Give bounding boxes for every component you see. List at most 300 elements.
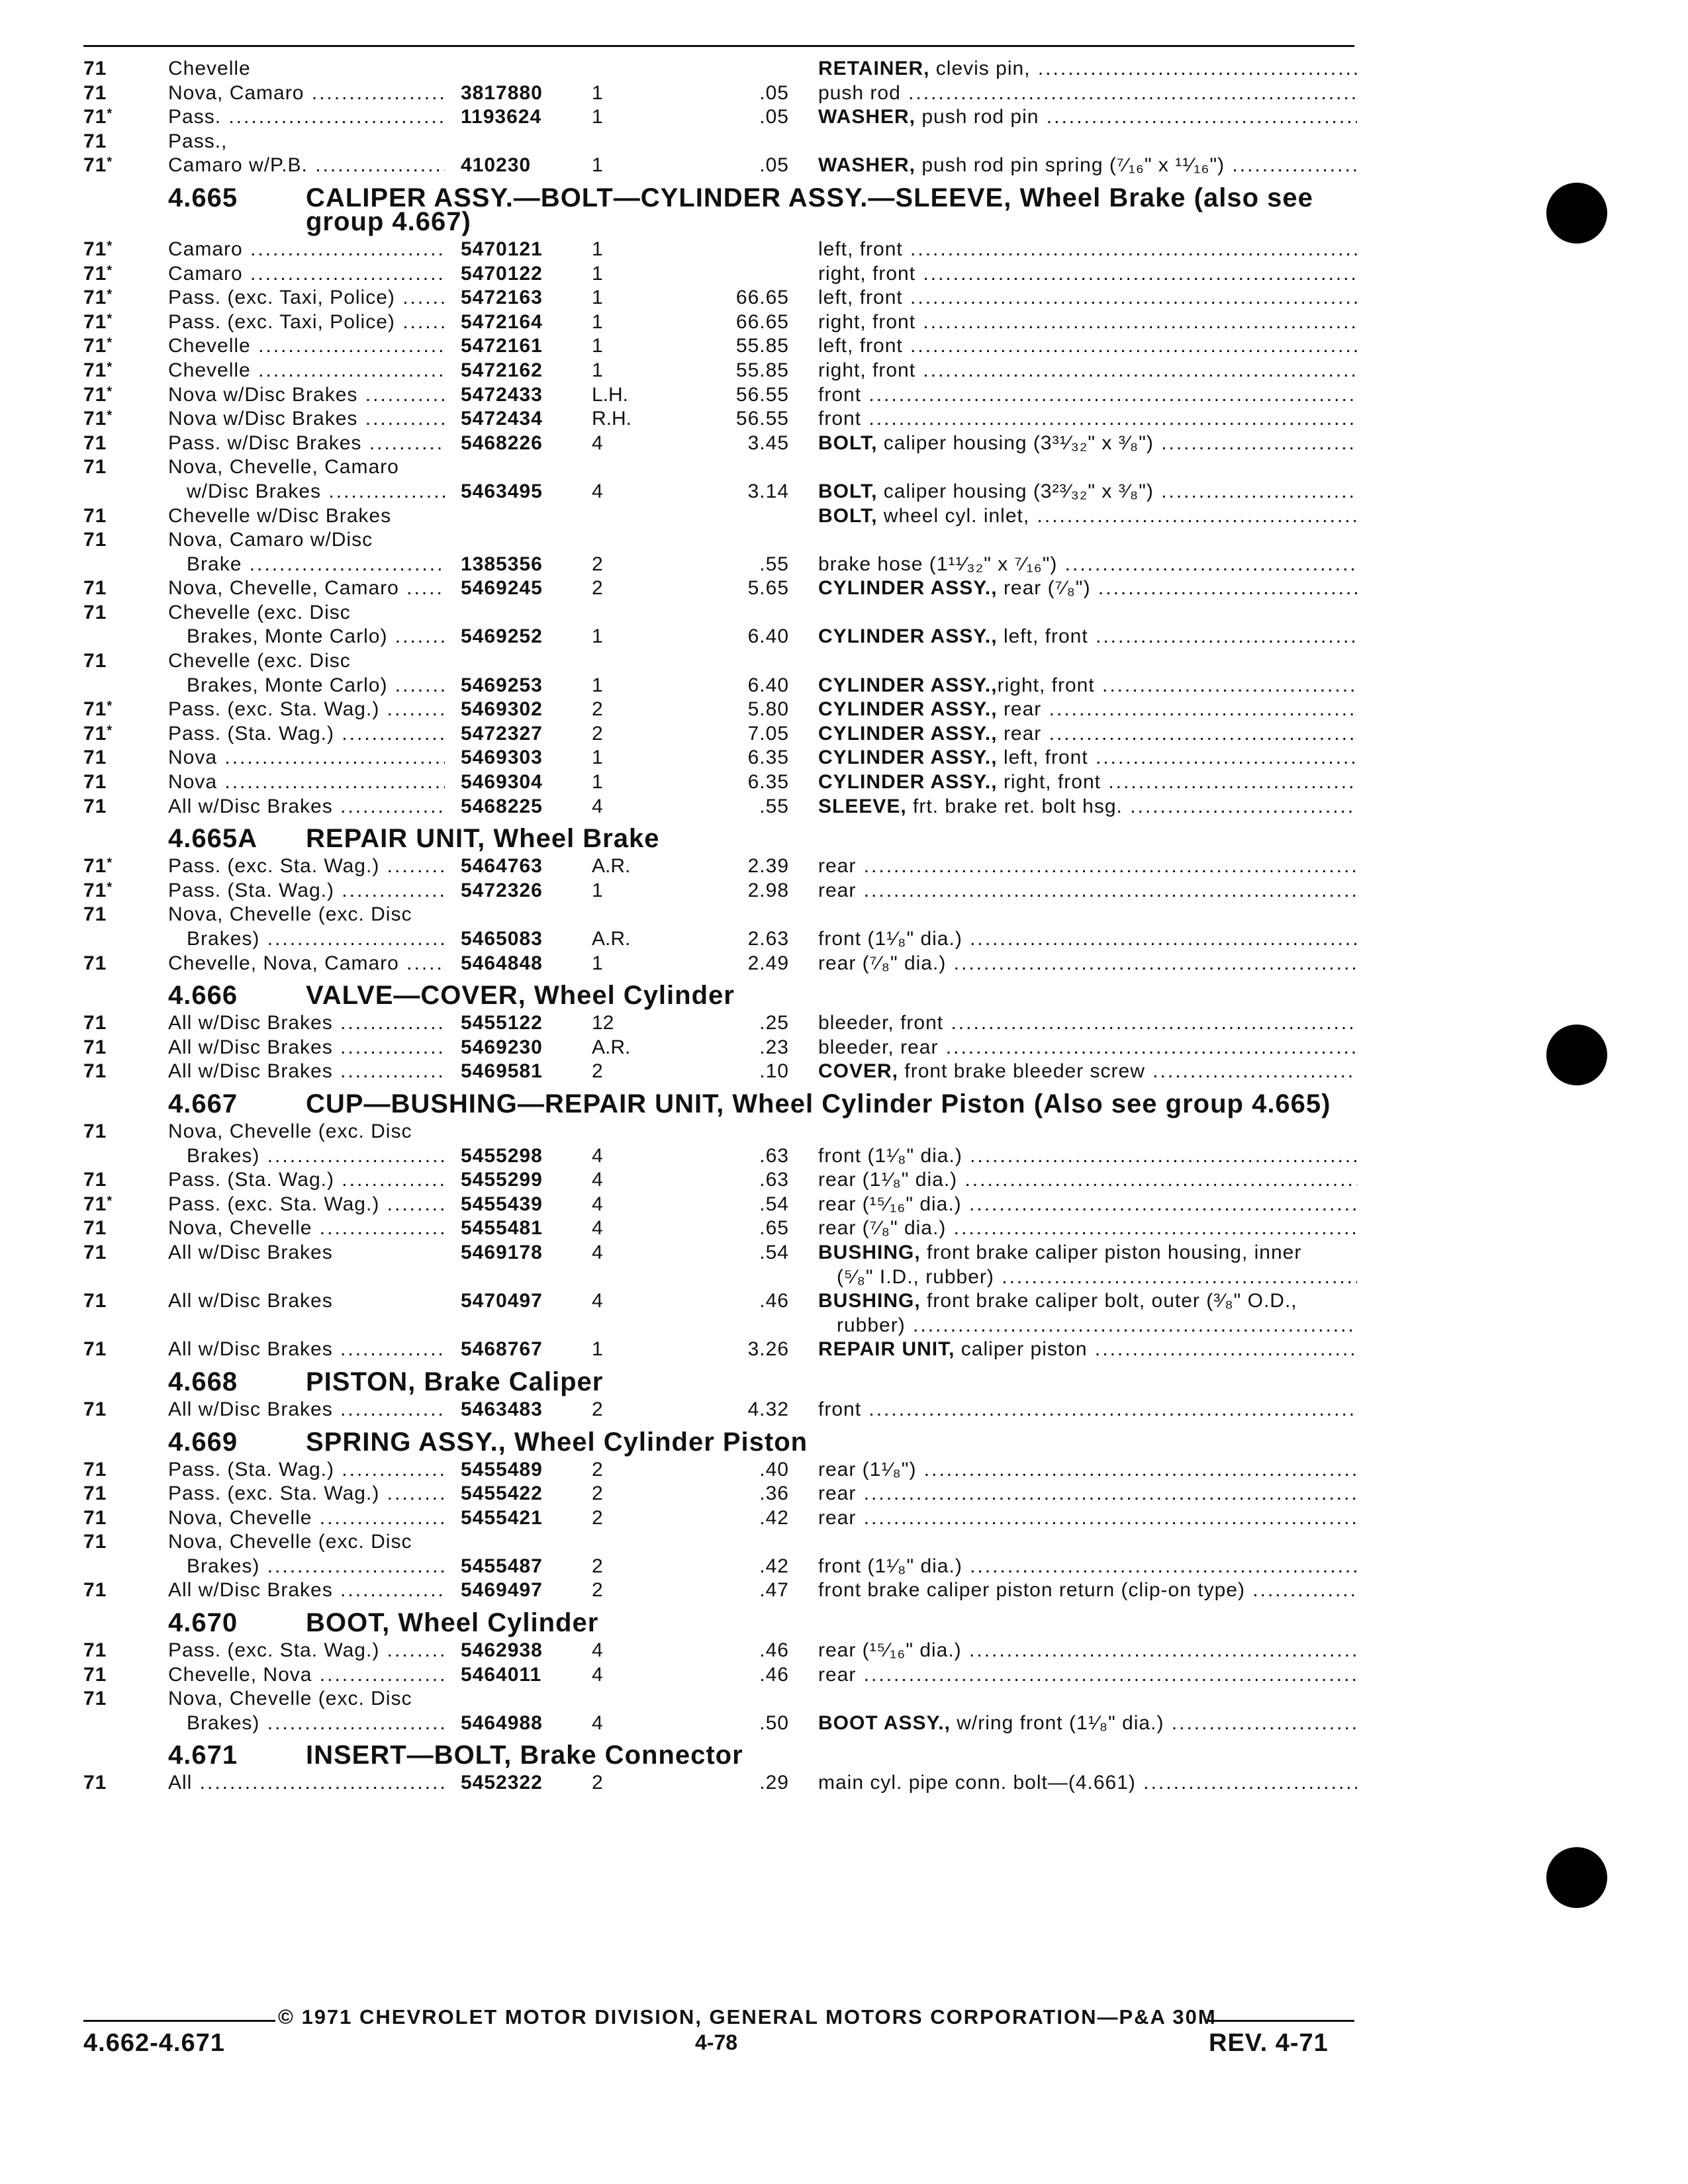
part-detail: frt. brake ret. bolt hsg. <box>906 795 1123 817</box>
part-detail: rear <box>997 722 1042 745</box>
model-year-value: 71 <box>83 1482 107 1505</box>
part-name: BOLT, <box>818 432 878 454</box>
group-heading <box>83 1735 1361 1771</box>
application: Pass. (exc. Taxi, Police) ..... <box>168 286 445 310</box>
model-year <box>83 130 136 154</box>
part-description <box>818 1265 1357 1290</box>
part-detail: front brake caliper piston housing, inner <box>920 1241 1302 1263</box>
model-year-value: 71 <box>83 1193 107 1215</box>
part-number: 5464848 <box>461 952 543 974</box>
list-price: .65 <box>759 1217 789 1240</box>
part-detail: bleeder, rear <box>818 1036 939 1058</box>
application: Camaro w/P.B. ..... <box>168 154 445 178</box>
page-number: 4-78 <box>695 2030 738 2054</box>
quantity: 4 <box>592 432 603 454</box>
model-year <box>83 722 136 747</box>
part-name: CYLINDER ASSY., <box>818 625 998 648</box>
part-description <box>818 286 1357 310</box>
quantity: 1 <box>592 238 603 260</box>
model-year-value: 71 <box>83 456 107 478</box>
list-price: .46 <box>759 1290 789 1312</box>
new-part-marker: * <box>107 880 113 895</box>
part-detail: front brake bleeder screw <box>898 1060 1145 1083</box>
quantity: 4 <box>592 1144 603 1167</box>
model-year-value: 71 <box>83 1012 107 1034</box>
quantity: 1 <box>592 310 603 333</box>
list-price: 7.05 <box>747 722 789 745</box>
part-number: 5465083 <box>461 928 543 950</box>
model-year-value: 71 <box>83 1458 107 1480</box>
part-description <box>818 1458 1357 1482</box>
model-year-value: 71 <box>83 335 107 357</box>
application: All w/Disc Brakes ..... <box>168 1398 445 1422</box>
quantity: 1 <box>592 952 603 974</box>
model-year-value: 71 <box>83 1663 107 1686</box>
model-year-value: 71 <box>83 1398 107 1420</box>
application: Pass. (exc. Sta. Wag.) ..... <box>168 1482 445 1506</box>
part-description <box>818 480 1357 504</box>
part-detail: rear <box>818 879 857 901</box>
part-number: 5472326 <box>461 879 543 901</box>
quantity: 2 <box>592 698 603 721</box>
part-description <box>818 334 1357 359</box>
part-number: 5472161 <box>461 335 543 357</box>
group-number: 4.670 <box>168 1608 238 1638</box>
model-year-value: 71 <box>83 795 107 817</box>
catalog-row <box>83 1663 1361 1688</box>
model-year-value: 71 <box>83 1531 107 1553</box>
model-year <box>83 1338 136 1362</box>
application: Nova, Chevelle (exc. Disc <box>168 1120 412 1142</box>
list-price: 55.85 <box>735 335 789 357</box>
model-year <box>83 432 136 456</box>
part-description <box>818 1578 1357 1603</box>
part-detail: brake hose (1¹¹⁄₃₂" x ⁷⁄₁₆") <box>818 553 1058 575</box>
part-number: 5472433 <box>461 383 543 406</box>
part-detail: front (1¹⁄₈" dia.) <box>818 1555 962 1577</box>
part-number: 5472434 <box>461 408 543 430</box>
application: All w/Disc Brakes ..... <box>168 1036 445 1060</box>
part-detail: front brake caliper bolt, outer (³⁄₈" O.D., <box>920 1290 1297 1312</box>
list-price: 66.65 <box>735 310 789 333</box>
model-year <box>83 528 136 553</box>
group-heading <box>83 1084 1361 1120</box>
list-price: .46 <box>759 1663 789 1686</box>
new-part-marker: * <box>107 408 113 424</box>
model-year <box>83 81 136 106</box>
part-name: BOLT, <box>818 480 878 502</box>
catalog-row <box>83 1458 1361 1482</box>
new-part-marker: * <box>107 107 113 122</box>
quantity: 2 <box>592 722 603 745</box>
part-detail: front (1¹⁄₈" dia.) <box>818 1144 962 1167</box>
part-description <box>818 722 1357 747</box>
part-name: BUSHING, <box>818 1241 921 1263</box>
application: Brakes, Monte Carlo) ..... <box>168 625 445 649</box>
list-price: .40 <box>759 1458 789 1480</box>
part-description <box>818 698 1357 722</box>
part-detail: left, front <box>818 287 903 309</box>
quantity: 1 <box>592 106 603 128</box>
application: Chevelle w/Disc Brakes <box>168 504 392 527</box>
part-name: CYLINDER ASSY., <box>818 698 998 721</box>
part-detail: main cyl. pipe conn. bolt—(4.661) <box>818 1772 1136 1794</box>
model-year-value: 71 <box>83 1217 107 1240</box>
catalog-row <box>83 903 1361 927</box>
part-detail: right, front <box>818 359 916 381</box>
part-detail: left, front <box>997 625 1088 648</box>
part-number: 5470497 <box>461 1290 543 1312</box>
part-number: 1385356 <box>461 553 543 575</box>
catalog-row <box>83 480 1361 504</box>
part-number: 5469230 <box>461 1036 543 1058</box>
catalog-row <box>83 359 1361 383</box>
application: Nova, Chevelle, Camaro ..... <box>168 576 445 601</box>
quantity: 2 <box>592 1555 603 1577</box>
model-year-value: 71 <box>83 529 107 551</box>
catalog-row <box>83 383 1361 408</box>
quantity: R.H. <box>592 408 632 430</box>
part-detail: left, front <box>818 238 903 260</box>
part-detail: front <box>818 383 862 406</box>
group-heading <box>83 1603 1361 1639</box>
application: Pass. (Sta. Wag.) ..... <box>168 1458 445 1482</box>
part-detail: rear <box>818 1482 857 1505</box>
list-price: 55.85 <box>735 359 789 381</box>
model-year-value: 71 <box>83 58 107 79</box>
list-price: 3.45 <box>747 432 789 454</box>
application: Brakes) ..... <box>168 927 445 952</box>
part-number: 5472327 <box>461 722 543 745</box>
model-year-value: 71 <box>83 238 107 260</box>
part-description <box>818 81 1357 106</box>
part-number: 5472163 <box>461 287 543 309</box>
part-description <box>818 674 1357 698</box>
application: Chevelle ..... <box>168 334 445 359</box>
application: Pass. w/Disc Brakes ..... <box>168 432 445 456</box>
part-description <box>818 1144 1357 1169</box>
list-price: .42 <box>759 1555 789 1577</box>
group-number: 4.665A <box>168 824 258 854</box>
part-description <box>818 1036 1357 1060</box>
model-year <box>83 310 136 335</box>
catalog-row <box>83 722 1361 747</box>
part-description <box>818 504 1357 529</box>
part-description <box>818 1639 1357 1663</box>
catalog-row <box>83 1120 1361 1144</box>
list-price: .23 <box>759 1036 789 1058</box>
footer-rule-left <box>83 2020 275 2022</box>
group-title: PISTON, Brake Caliper <box>306 1367 604 1396</box>
part-name: CYLINDER ASSY., <box>818 771 998 794</box>
list-price: 6.40 <box>747 674 789 696</box>
part-description <box>818 927 1357 952</box>
part-description <box>818 625 1357 649</box>
part-number: 3817880 <box>461 81 543 104</box>
model-year-value: 71 <box>83 1506 107 1529</box>
model-year-value: 71 <box>83 1241 107 1263</box>
list-price: .50 <box>759 1711 789 1734</box>
application: All w/Disc Brakes <box>168 1241 333 1263</box>
part-name: BUSHING, <box>818 1290 921 1312</box>
part-description <box>818 310 1357 335</box>
group-heading <box>83 1422 1361 1458</box>
quantity: 2 <box>592 1060 603 1083</box>
catalog-row <box>83 238 1361 262</box>
model-year-value: 71 <box>83 952 107 974</box>
quantity: 1 <box>592 674 603 696</box>
part-description <box>818 1241 1357 1265</box>
group-number: 4.669 <box>168 1427 238 1457</box>
part-number: 5464011 <box>461 1663 542 1686</box>
list-price: 6.35 <box>747 771 789 794</box>
group-number: 4.667 <box>168 1089 238 1118</box>
new-part-marker: * <box>107 238 113 253</box>
catalog-row <box>83 1398 1361 1422</box>
list-price: .54 <box>759 1241 789 1263</box>
part-detail: rear <box>818 855 857 878</box>
catalog-row <box>83 746 1361 770</box>
catalog-row <box>83 553 1361 577</box>
part-description <box>818 1216 1357 1241</box>
part-detail: front <box>818 408 862 430</box>
model-year <box>83 1011 136 1036</box>
part-description <box>818 795 1357 819</box>
part-description <box>818 1506 1357 1531</box>
model-year-value: 71 <box>83 432 107 454</box>
part-name: COVER, <box>818 1060 899 1083</box>
application: Brake ..... <box>168 553 445 577</box>
part-description <box>818 432 1357 456</box>
catalog-row <box>83 1241 1361 1265</box>
part-number: 5469497 <box>461 1579 543 1602</box>
catalog-row <box>83 334 1361 359</box>
part-number: 5463495 <box>461 480 543 502</box>
catalog-row <box>83 1168 1361 1193</box>
list-price: 5.80 <box>747 698 789 721</box>
quantity: 2 <box>592 1398 603 1420</box>
application: Nova, Chevelle (exc. Disc <box>168 903 412 926</box>
part-detail: bleeder, front <box>818 1012 944 1034</box>
part-detail: rear (1¹⁄₈") <box>818 1458 917 1480</box>
part-detail: (⁵⁄₈" I.D., rubber) <box>818 1265 994 1288</box>
part-detail: rear (¹⁵⁄₁₆" dia.) <box>818 1639 962 1662</box>
quantity: A.R. <box>592 928 631 950</box>
application: Camaro ..... <box>168 262 445 287</box>
model-year-value: 71 <box>83 1169 107 1191</box>
part-name: WASHER, <box>818 154 916 177</box>
part-description <box>818 1398 1357 1422</box>
quantity: 2 <box>592 1506 603 1529</box>
list-price: 56.55 <box>735 383 789 406</box>
application: Nova ..... <box>168 770 445 795</box>
model-year <box>83 1060 136 1084</box>
catalog-row <box>83 698 1361 722</box>
list-price: .25 <box>759 1012 789 1034</box>
application: Nova, Chevelle (exc. Disc <box>168 1688 412 1710</box>
model-year-value: 71 <box>83 262 107 285</box>
part-number: 5470122 <box>461 262 543 285</box>
catalog-row <box>83 1639 1361 1663</box>
quantity: 1 <box>592 879 603 901</box>
model-year <box>83 903 136 927</box>
part-number: 5469253 <box>461 674 543 696</box>
quantity: 1 <box>592 747 603 769</box>
application: Pass. (Sta. Wag.) ..... <box>168 722 445 747</box>
catalog-row <box>83 455 1361 480</box>
model-year <box>83 1216 136 1241</box>
quantity: 1 <box>592 262 603 285</box>
part-detail: push rod <box>818 81 901 104</box>
new-part-marker: * <box>107 336 113 351</box>
part-description <box>818 359 1357 383</box>
group-title: BOOT, Wheel Cylinder <box>306 1608 599 1638</box>
quantity: 12 <box>592 1012 614 1034</box>
part-description <box>818 262 1357 287</box>
quantity: 1 <box>592 287 603 309</box>
application: Nova, Chevelle ..... <box>168 1216 445 1241</box>
application: Brakes) ..... <box>168 1144 445 1169</box>
part-description <box>818 1663 1357 1688</box>
part-number: 5468767 <box>461 1338 543 1361</box>
quantity: 4 <box>592 480 603 502</box>
catalog-row <box>83 1314 1361 1338</box>
model-year <box>83 601 136 625</box>
quantity: 2 <box>592 1458 603 1480</box>
part-detail: rear (⁷⁄₈") <box>997 577 1091 600</box>
part-detail: rear <box>997 698 1042 721</box>
part-number: 5455487 <box>461 1555 543 1577</box>
model-year-value: 71 <box>83 287 107 309</box>
catalog-row <box>83 1289 1361 1314</box>
catalog-row <box>83 1036 1361 1060</box>
catalog-row <box>83 1771 1361 1796</box>
new-part-marker: * <box>107 263 113 278</box>
application: Nova, Chevelle ..... <box>168 1506 445 1531</box>
part-detail: rear (¹⁵⁄₁₆" dia.) <box>818 1193 962 1215</box>
model-year <box>83 504 136 529</box>
list-price: .47 <box>759 1579 789 1602</box>
catalog-row <box>83 1216 1361 1241</box>
list-price: 2.98 <box>747 879 789 901</box>
model-year <box>83 952 136 976</box>
catalog-row <box>83 576 1361 601</box>
model-year-value: 71 <box>83 154 107 177</box>
model-year <box>83 407 136 432</box>
model-year-value: 71 <box>83 1290 107 1312</box>
application: All w/Disc Brakes ..... <box>168 1060 445 1084</box>
model-year-value: 71 <box>83 106 107 128</box>
part-description <box>818 553 1357 577</box>
model-year <box>83 1241 136 1265</box>
catalog-row <box>83 649 1361 674</box>
catalog-row <box>83 1011 1361 1036</box>
catalog-row <box>83 1711 1361 1736</box>
quantity: 4 <box>592 795 603 817</box>
new-part-marker: * <box>107 699 113 714</box>
part-description <box>818 1482 1357 1506</box>
application: Nova, Chevelle, Camaro <box>168 456 399 478</box>
catalog-row <box>83 407 1361 432</box>
model-year <box>83 359 136 383</box>
quantity: 4 <box>592 1217 603 1240</box>
model-year <box>83 1289 136 1314</box>
group-title: REPAIR UNIT, Wheel Brake <box>306 824 660 854</box>
part-number: 5455299 <box>461 1169 543 1191</box>
model-year-value: 71 <box>83 130 107 152</box>
part-number: 1193624 <box>461 106 542 128</box>
catalog-row <box>83 927 1361 952</box>
part-detail: clevis pin, <box>929 58 1031 79</box>
part-number: 5464763 <box>461 855 543 878</box>
catalog-row <box>83 105 1361 130</box>
model-year <box>83 1168 136 1193</box>
group-number: 4.666 <box>168 981 238 1011</box>
group-title: CUP—BUSHING—REPAIR UNIT, Wheel Cylinder Piston (Also see group 4.665) <box>306 1089 1331 1118</box>
part-detail: w/ring front (1¹⁄₈" dia.) <box>950 1711 1164 1734</box>
model-year <box>83 698 136 722</box>
part-description <box>818 238 1357 262</box>
part-detail: rear <box>818 1663 857 1686</box>
new-part-marker: * <box>107 1193 113 1208</box>
quantity: 1 <box>592 771 603 794</box>
part-number: 5469304 <box>461 771 543 794</box>
group-heading <box>83 976 1361 1011</box>
application: Brakes) ..... <box>168 1555 445 1579</box>
application: Pass. (Sta. Wag.) ..... <box>168 879 445 903</box>
catalog-row <box>83 625 1361 649</box>
list-price: .10 <box>759 1060 789 1083</box>
application: Pass. (exc. Taxi, Police) ..... <box>168 310 445 335</box>
part-number: 5472162 <box>461 359 543 381</box>
catalog-row <box>83 528 1361 553</box>
model-year-value: 71 <box>83 771 107 794</box>
part-detail: caliper housing (3²³⁄₃₂" x ³⁄₈") <box>877 480 1154 502</box>
model-year <box>83 1771 136 1796</box>
part-name: CYLINDER ASSY., <box>818 577 998 600</box>
application: Pass. (exc. Sta. Wag.) ..... <box>168 1193 445 1217</box>
model-year-value: 71 <box>83 408 107 430</box>
model-year <box>83 334 136 359</box>
part-detail: rear (1¹⁄₈" dia.) <box>818 1169 958 1191</box>
list-price: .36 <box>759 1482 789 1505</box>
new-part-marker: * <box>107 287 113 302</box>
part-number: 5468226 <box>461 432 543 454</box>
part-number: 5463483 <box>461 1398 543 1420</box>
part-number: 5469178 <box>461 1241 543 1263</box>
part-detail: caliper piston <box>955 1338 1088 1361</box>
new-part-marker: * <box>107 359 113 375</box>
part-detail: front (1¹⁄₈" dia.) <box>818 928 962 950</box>
group-title: VALVE—COVER, Wheel Cylinder <box>306 981 735 1011</box>
model-year <box>83 238 136 262</box>
part-detail: right, front <box>818 262 916 285</box>
model-year-value: 71 <box>83 577 107 600</box>
list-price: .55 <box>759 795 789 817</box>
new-part-marker: * <box>107 384 113 399</box>
application: w/Disc Brakes ..... <box>168 480 445 504</box>
part-name: CYLINDER ASSY., <box>818 674 998 696</box>
list-price: .42 <box>759 1506 789 1529</box>
part-detail: left, front <box>818 335 903 357</box>
model-year <box>83 262 136 287</box>
model-year-value: 71 <box>83 310 107 333</box>
part-description <box>818 1711 1357 1736</box>
model-year-value: 71 <box>83 1579 107 1602</box>
catalog-row <box>83 262 1361 287</box>
part-description <box>818 1555 1357 1579</box>
model-year-value: 71 <box>83 1036 107 1058</box>
